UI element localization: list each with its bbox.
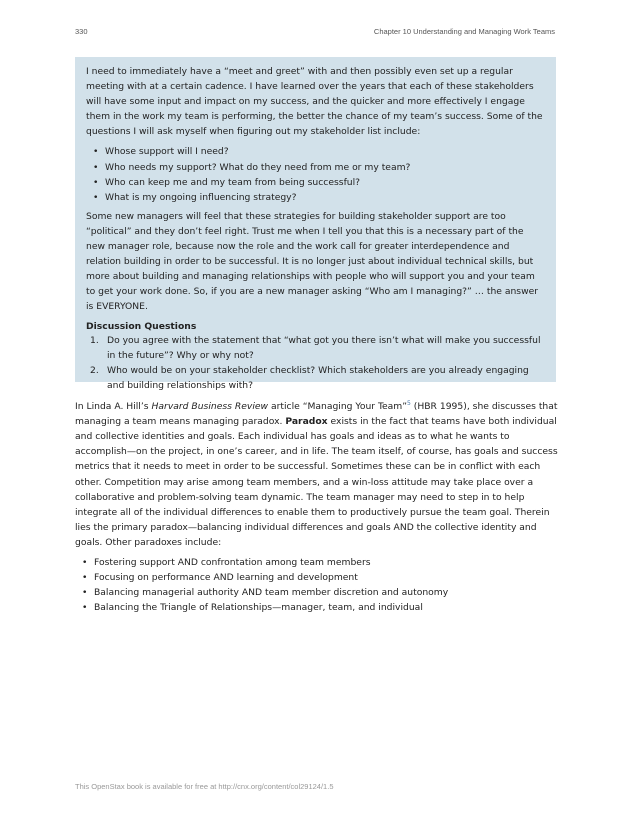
list-item: • Who can keep me and my team from being successful? [86, 175, 545, 190]
question-number: 1. [90, 334, 99, 346]
chapter-title: Chapter 10 Understanding and Managing Work Teams [373, 27, 555, 36]
list-item [86, 363, 545, 393]
box-paragraph-2: Some new managers will feel that these strategies for building stakeholder support are too “political” and they don’t feel right. Trust me when I tell you that this is a necessary part of the new manager role, because now the role and the work call for greater interdependence and relation building in order to be successful. It is no longer just about individual technical skills, but more about building and managing relationships with people who will support you and your team to get your work done. So, if you are a new manager asking “Who am I managing?” … the answer is EVERYONE. [86, 210, 539, 313]
footer-note: This OpenStax book is available for free at http://cnx.org/content/col29124/1.5 [75, 782, 334, 791]
body-paragraph [75, 396, 558, 550]
page-number: 330 [75, 27, 88, 36]
list-item [86, 333, 545, 363]
text-run: article “Managing Your Team” [268, 401, 408, 413]
paradoxes-list [75, 555, 558, 615]
key-term: Paradox [285, 416, 328, 428]
box-paragraph-1: I need to immediately have a “meet and greet” with and then possibly even set up a regular meeting with at a certain cadence. I have learned over the years that each of these stakeholders will have some input and impact on my success, and the quicker and more effectively I engage them in the work my team is performing, the better the chance of my team’s success. Some of the questions I will ask myself when figuring out my stakeholder list include: [86, 66, 543, 138]
text-run: In Linda A. Hill’s [75, 401, 152, 413]
journal-title: Harvard Business Review [151, 401, 269, 413]
footnote-link[interactable]: 5 [407, 400, 411, 407]
question-text: Do you agree with the statement that “what got you there isn’t what will make you successful in the future”? Why or why not? [107, 334, 541, 361]
discussion-heading: Discussion Questions [86, 320, 197, 332]
list-item: • Whose support will I need? [86, 144, 545, 159]
text-run: (HBR 1995), she discusses that managing a team means managing paradox. [75, 401, 558, 428]
discussion-questions-list [86, 333, 545, 393]
question-text: Who would be on your stakeholder checklist? Which stakeholders are you already engaging and building relationships with? [107, 364, 529, 391]
text-run: exists in the fact that teams have both individual and collective identities and goals. Each individual has goals and ideas as to what he wants to accomplish—on the project, in one’s career, and in life. The team itself, of course, has goals and success metrics that it needs to meet in order to be successful. Sometimes these can be in conflict with each other. Competition may arise among team members, and a win-loss attitude may take place over a collaborative and problem-solving team dynamic. The team manager may need to step in to help integrate all of the individual differences to enable them to productively pursue the team goal. Therein lies the primary paradox—balancing individual differences and goals AND the collective identity and goals. Other paradoxes include: [75, 416, 558, 548]
list-item: • Fostering support AND confrontation among team members [75, 555, 558, 570]
main-content [75, 396, 558, 619]
list-item: • Who needs my support? What do they need from me or my team? [86, 160, 545, 175]
feature-box [75, 57, 556, 391]
list-item: • Balancing managerial authority AND team member discretion and autonomy [75, 585, 558, 600]
stakeholder-questions-list [86, 144, 545, 204]
list-item: • Focusing on performance AND learning and development [75, 570, 558, 585]
question-number: 2. [90, 364, 99, 376]
list-item: • What is my ongoing influencing strategy? [86, 190, 545, 205]
list-item: • Balancing the Triangle of Relationships—manager, team, and individual [75, 600, 558, 615]
